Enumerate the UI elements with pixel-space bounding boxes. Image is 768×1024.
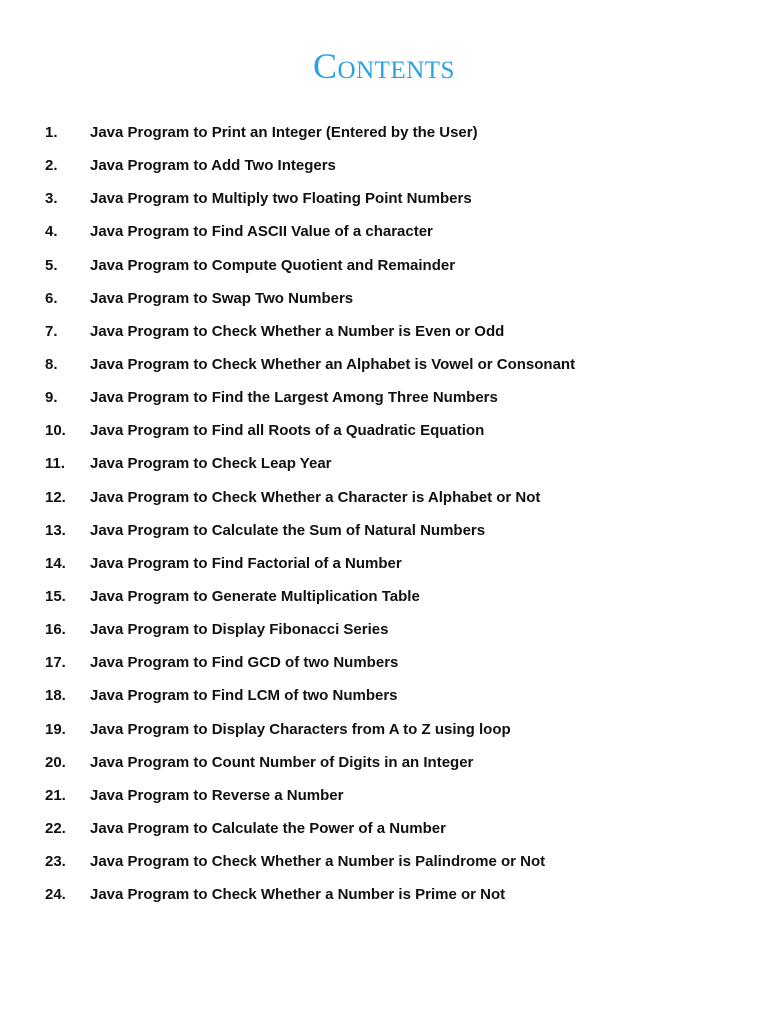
contents-item-title: Java Program to Find Factorial of a Number xyxy=(90,554,402,572)
contents-item xyxy=(0,713,768,746)
contents-item xyxy=(0,381,768,414)
contents-item-title: Java Program to Add Two Integers xyxy=(90,157,336,175)
contents-item-title: Java Program to Swap Two Numbers xyxy=(90,289,354,307)
contents-item-title: Java Program to Check Whether a Number is Even or Odd xyxy=(90,322,505,340)
contents-item xyxy=(0,613,768,646)
contents-item-number: 14. xyxy=(45,554,66,572)
contents-item xyxy=(0,878,768,911)
contents-item xyxy=(0,315,768,348)
contents-item-title: Java Program to Display Fibonacci Series xyxy=(90,621,389,639)
contents-item-number: 10. xyxy=(45,422,66,440)
contents-item xyxy=(0,182,768,215)
contents-item xyxy=(0,282,768,315)
contents-item-number: 5. xyxy=(45,256,58,274)
contents-item-title: Java Program to Check Whether a Character is Alphabet or Not xyxy=(90,488,541,506)
contents-item-number: 19. xyxy=(45,720,66,738)
contents-item-number: 16. xyxy=(45,621,66,639)
contents-item xyxy=(0,547,768,580)
contents-item xyxy=(0,746,768,779)
contents-item-title: Java Program to Find LCM of two Numbers xyxy=(90,687,398,705)
contents-item-title: Java Program to Compute Quotient and Remainder xyxy=(90,256,456,274)
contents-item-number: 12. xyxy=(45,488,66,506)
contents-item xyxy=(0,679,768,712)
contents-item-number: 13. xyxy=(45,521,66,539)
contents-item-title: Java Program to Print an Integer (Entered by the User) xyxy=(90,124,478,142)
contents-item xyxy=(0,116,768,149)
contents-item-number: 1. xyxy=(45,124,58,142)
contents-item-title: Java Program to Check Whether an Alphabet is Vowel or Consonant xyxy=(90,356,576,374)
contents-item-number: 9. xyxy=(45,389,58,407)
contents-item-number: 21. xyxy=(45,786,66,804)
contents-item-title: Java Program to Reverse a Number xyxy=(90,786,344,804)
contents-item-title: Java Program to Check Whether a Number is Palindrome or Not xyxy=(90,853,546,871)
contents-list xyxy=(0,116,768,911)
contents-item-number: 22. xyxy=(45,820,66,838)
contents-item-number: 3. xyxy=(45,190,58,208)
contents-item-title: Java Program to Find the Largest Among Three Numbers xyxy=(90,389,498,407)
contents-item xyxy=(0,447,768,480)
contents-item xyxy=(0,580,768,613)
contents-item-number: 4. xyxy=(45,223,58,241)
contents-item-title: Java Program to Check Leap Year xyxy=(90,455,332,473)
contents-item-title: Java Program to Multiply two Floating Point Numbers xyxy=(90,190,472,208)
contents-item xyxy=(0,215,768,248)
contents-item-title: Java Program to Calculate the Power of a Number xyxy=(90,820,446,838)
contents-item xyxy=(0,149,768,182)
contents-item-title: Java Program to Generate Multiplication Table xyxy=(90,588,420,606)
contents-item-number: 11. xyxy=(45,455,66,473)
contents-item-number: 2. xyxy=(45,157,58,175)
contents-item xyxy=(0,845,768,878)
contents-item-title: Java Program to Find GCD of two Numbers xyxy=(90,654,399,672)
contents-item-number: 15. xyxy=(45,588,66,606)
contents-item-number: 6. xyxy=(45,289,58,307)
contents-item xyxy=(0,812,768,845)
contents-item-title: Java Program to Check Whether a Number is Prime or Not xyxy=(90,886,506,904)
contents-item xyxy=(0,514,768,547)
contents-item-title: Java Program to Find ASCII Value of a character xyxy=(90,223,433,241)
contents-item xyxy=(0,249,768,282)
contents-title: Contents xyxy=(313,46,455,86)
contents-item-title: Java Program to Display Characters from A to Z using loop xyxy=(90,720,511,738)
contents-item-title: Java Program to Count Number of Digits in an Integer xyxy=(90,753,474,771)
contents-item xyxy=(0,348,768,381)
contents-item-number: 23. xyxy=(45,853,66,871)
contents-item-number: 7. xyxy=(45,322,58,340)
contents-item xyxy=(0,481,768,514)
contents-item xyxy=(0,779,768,812)
contents-item-number: 17. xyxy=(45,654,66,672)
contents-item-title: Java Program to Find all Roots of a Quadratic Equation xyxy=(90,422,485,440)
contents-item-number: 8. xyxy=(45,356,58,374)
contents-item-number: 24. xyxy=(45,886,66,904)
contents-item xyxy=(0,414,768,447)
contents-item-number: 20. xyxy=(45,753,66,771)
contents-item xyxy=(0,646,768,679)
contents-item-title: Java Program to Calculate the Sum of Natural Numbers xyxy=(90,521,486,539)
contents-item-number: 18. xyxy=(45,687,66,705)
